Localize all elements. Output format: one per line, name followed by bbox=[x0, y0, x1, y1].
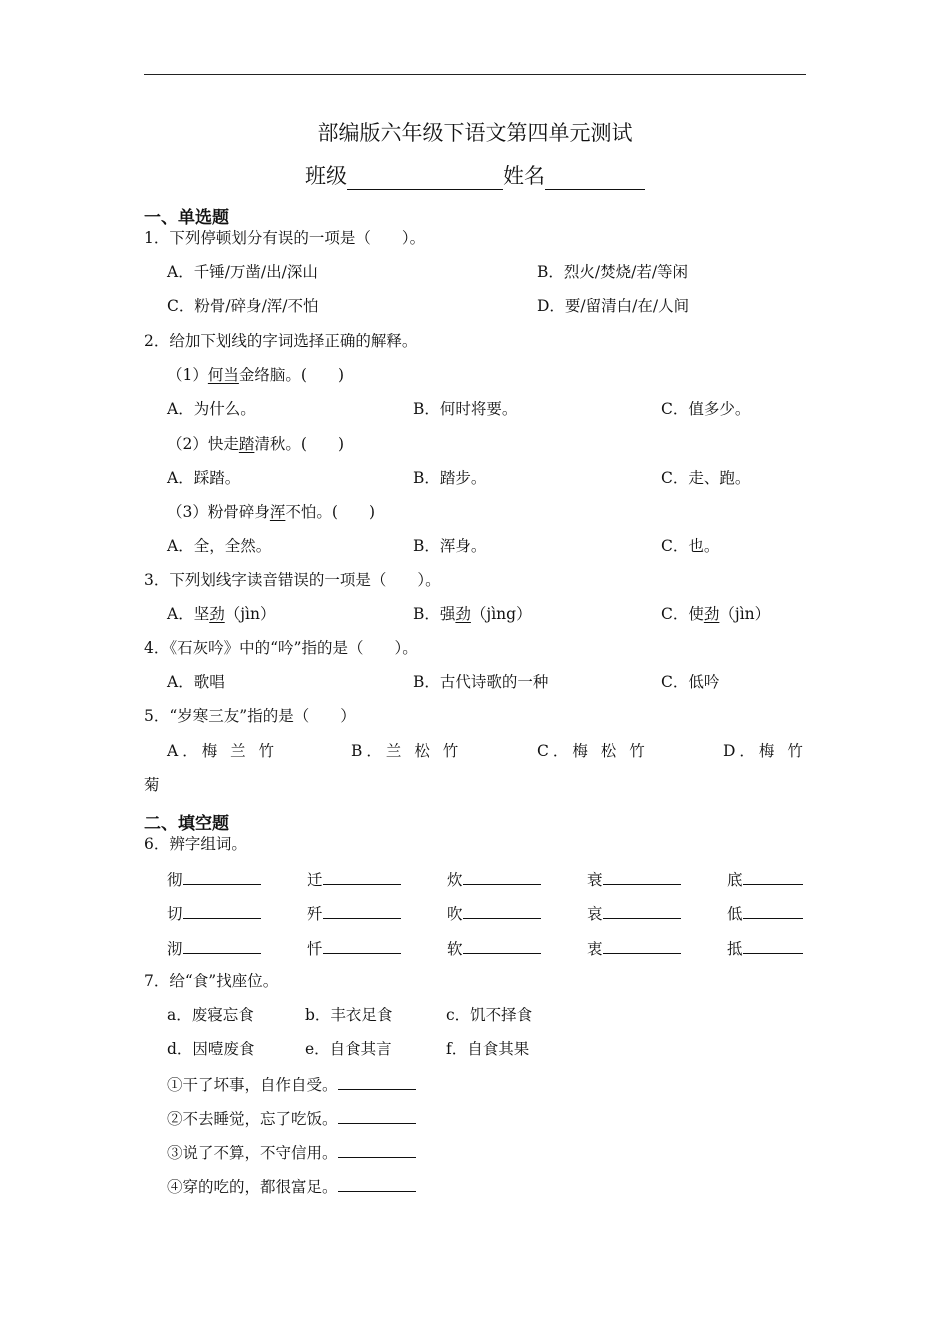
q6-character: 底 bbox=[727, 871, 743, 889]
q7-option: b．丰衣足食 bbox=[305, 1006, 393, 1024]
q2-sub3-option-b[interactable]: B．浑身。 bbox=[413, 537, 487, 555]
q5-option-b[interactable]: B．兰 松 竹 bbox=[351, 742, 463, 760]
q6-cell bbox=[307, 868, 401, 890]
underlined-word: 何当 bbox=[207, 366, 239, 384]
q2-sub2: （2）快走踏清秋。( ) bbox=[167, 435, 344, 453]
q3-stem: 3．下列划线字读音错误的一项是（ ）。 bbox=[144, 571, 441, 589]
underlined-word: 踏 bbox=[238, 435, 255, 453]
q6-cell bbox=[727, 902, 803, 924]
q6-cell bbox=[587, 902, 681, 924]
answer-blank[interactable] bbox=[743, 937, 803, 954]
answer-blank[interactable] bbox=[463, 902, 541, 919]
q2-sub2-option-c[interactable]: C．走、跑。 bbox=[661, 469, 751, 487]
q1-option-b[interactable]: B．烈火/焚烧/若/等闲 bbox=[537, 263, 689, 281]
q6-cell bbox=[587, 937, 681, 959]
q6-character: 沏 bbox=[167, 940, 183, 958]
q6-character: 彻 bbox=[167, 871, 183, 889]
answer-blank[interactable] bbox=[603, 902, 681, 919]
q3-option-a[interactable]: A．坚劲（jìn） bbox=[167, 605, 276, 623]
q6-character: 迁 bbox=[307, 871, 323, 889]
q7-item-4: ④穿的吃的，都很富足。 bbox=[167, 1175, 416, 1197]
q4-option-c[interactable]: C．低吟 bbox=[661, 673, 720, 691]
answer-blank[interactable] bbox=[743, 902, 803, 919]
q5-stem: 5．“岁寒三友”指的是（ ） bbox=[144, 707, 356, 725]
q6-character: 抵 bbox=[727, 940, 743, 958]
q7-item-1: ①干了坏事，自作自受。 bbox=[167, 1073, 416, 1095]
q6-character: 软 bbox=[447, 940, 463, 958]
q2-sub3-option-a[interactable]: A．全，全然。 bbox=[167, 537, 272, 555]
q6-cell bbox=[167, 937, 261, 959]
class-name-line bbox=[0, 160, 950, 190]
q5-option-d-wrap: 菊 bbox=[144, 776, 160, 794]
q6-cell bbox=[307, 937, 401, 959]
answer-blank[interactable] bbox=[338, 1107, 416, 1124]
q6-character: 忏 bbox=[307, 940, 323, 958]
header-rule bbox=[144, 74, 806, 75]
q6-cell bbox=[447, 902, 541, 924]
q6-cell bbox=[447, 868, 541, 890]
answer-blank[interactable] bbox=[183, 902, 261, 919]
q1-option-a[interactable]: A．千锤/万凿/出/深山 bbox=[167, 263, 318, 281]
q2-sub1-option-a[interactable]: A．为什么。 bbox=[167, 400, 256, 418]
answer-blank[interactable] bbox=[323, 937, 401, 954]
q6-cell bbox=[167, 868, 261, 890]
q6-stem: 6．辨字组词。 bbox=[144, 835, 247, 853]
q5-option-a[interactable]: A．梅 兰 竹 bbox=[167, 742, 279, 760]
q4-option-a[interactable]: A．歌唱 bbox=[167, 673, 225, 691]
q7-option: c．饥不择食 bbox=[446, 1006, 533, 1024]
answer-blank[interactable] bbox=[183, 868, 261, 885]
page-title: 部编版六年级下语文第四单元测试 bbox=[317, 121, 633, 145]
q2-sub2-option-b[interactable]: B．踏步。 bbox=[413, 469, 487, 487]
underlined-word: 浑 bbox=[269, 503, 286, 521]
q2-sub2-option-a[interactable]: A．踩踏。 bbox=[167, 469, 241, 487]
q6-cell bbox=[447, 937, 541, 959]
q6-character: 衰 bbox=[587, 871, 603, 889]
q7-option: e．自食其言 bbox=[305, 1040, 392, 1058]
answer-blank[interactable] bbox=[463, 868, 541, 885]
answer-blank[interactable] bbox=[338, 1073, 416, 1090]
q3-option-b[interactable]: B．强劲（jìng） bbox=[413, 605, 532, 623]
class-blank[interactable] bbox=[347, 167, 503, 190]
q6-character: 炊 bbox=[447, 871, 463, 889]
q2-sub3-option-c[interactable]: C．也。 bbox=[661, 537, 720, 555]
q6-character: 低 bbox=[727, 905, 743, 923]
q7-item-3: ③说了不算，不守信用。 bbox=[167, 1141, 416, 1163]
q7-option: d．因噎废食 bbox=[167, 1040, 255, 1058]
section-heading-1: 一、单选题 bbox=[144, 208, 229, 228]
q3-option-c[interactable]: C．使劲（jìn） bbox=[661, 605, 771, 623]
q1-option-d[interactable]: D．要/留清白/在/人间 bbox=[537, 297, 690, 315]
q2-sub1: （1）何当金络脑。( ) bbox=[167, 366, 344, 384]
answer-blank[interactable] bbox=[463, 937, 541, 954]
name-blank[interactable] bbox=[545, 167, 645, 190]
q5-option-c[interactable]: C．梅 松 竹 bbox=[537, 742, 649, 760]
q2-sub1-option-c[interactable]: C．值多少。 bbox=[661, 400, 751, 418]
q6-character: 切 bbox=[167, 905, 183, 923]
answer-blank[interactable] bbox=[323, 902, 401, 919]
section-heading-2: 二、填空题 bbox=[144, 814, 229, 834]
q4-option-b[interactable]: B．古代诗歌的一种 bbox=[413, 673, 549, 691]
q2-sub3: （3）粉骨碎身浑不怕。( ) bbox=[167, 503, 375, 521]
q1-stem: 1．下列停顿划分有误的一项是（ ）。 bbox=[144, 229, 426, 247]
q6-cell bbox=[727, 868, 803, 890]
q6-cell bbox=[167, 902, 261, 924]
q6-character: 吹 bbox=[447, 905, 463, 923]
q6-cell bbox=[307, 902, 401, 924]
q2-sub1-option-b[interactable]: B．何时将要。 bbox=[413, 400, 518, 418]
q6-cell bbox=[587, 868, 681, 890]
answer-blank[interactable] bbox=[603, 868, 681, 885]
q7-option: a．废寝忘食 bbox=[167, 1006, 254, 1024]
q6-character: 衷 bbox=[587, 940, 603, 958]
class-label: 班级 bbox=[305, 164, 347, 188]
name-label: 姓名 bbox=[503, 164, 545, 188]
q6-character: 歼 bbox=[307, 905, 323, 923]
q5-option-d[interactable]: D．梅 竹 bbox=[723, 742, 807, 760]
q2-stem: 2．给加下划线的字词选择正确的解释。 bbox=[144, 332, 418, 350]
q4-stem: 4．《石灰吟》中的“吟”指的是（ ）。 bbox=[144, 639, 418, 657]
answer-blank[interactable] bbox=[323, 868, 401, 885]
q6-character: 哀 bbox=[587, 905, 603, 923]
answer-blank[interactable] bbox=[338, 1141, 416, 1158]
answer-blank[interactable] bbox=[338, 1175, 416, 1192]
q6-cell bbox=[727, 937, 803, 959]
q7-stem: 7．给“食”找座位。 bbox=[144, 972, 279, 990]
answer-blank[interactable] bbox=[743, 868, 803, 885]
q7-option: f．自食其果 bbox=[446, 1040, 530, 1058]
answer-blank[interactable] bbox=[603, 937, 681, 954]
q7-item-2: ②不去睡觉，忘了吃饭。 bbox=[167, 1107, 416, 1129]
q1-option-c[interactable]: C．粉骨/碎身/浑/不怕 bbox=[167, 297, 319, 315]
answer-blank[interactable] bbox=[183, 937, 261, 954]
